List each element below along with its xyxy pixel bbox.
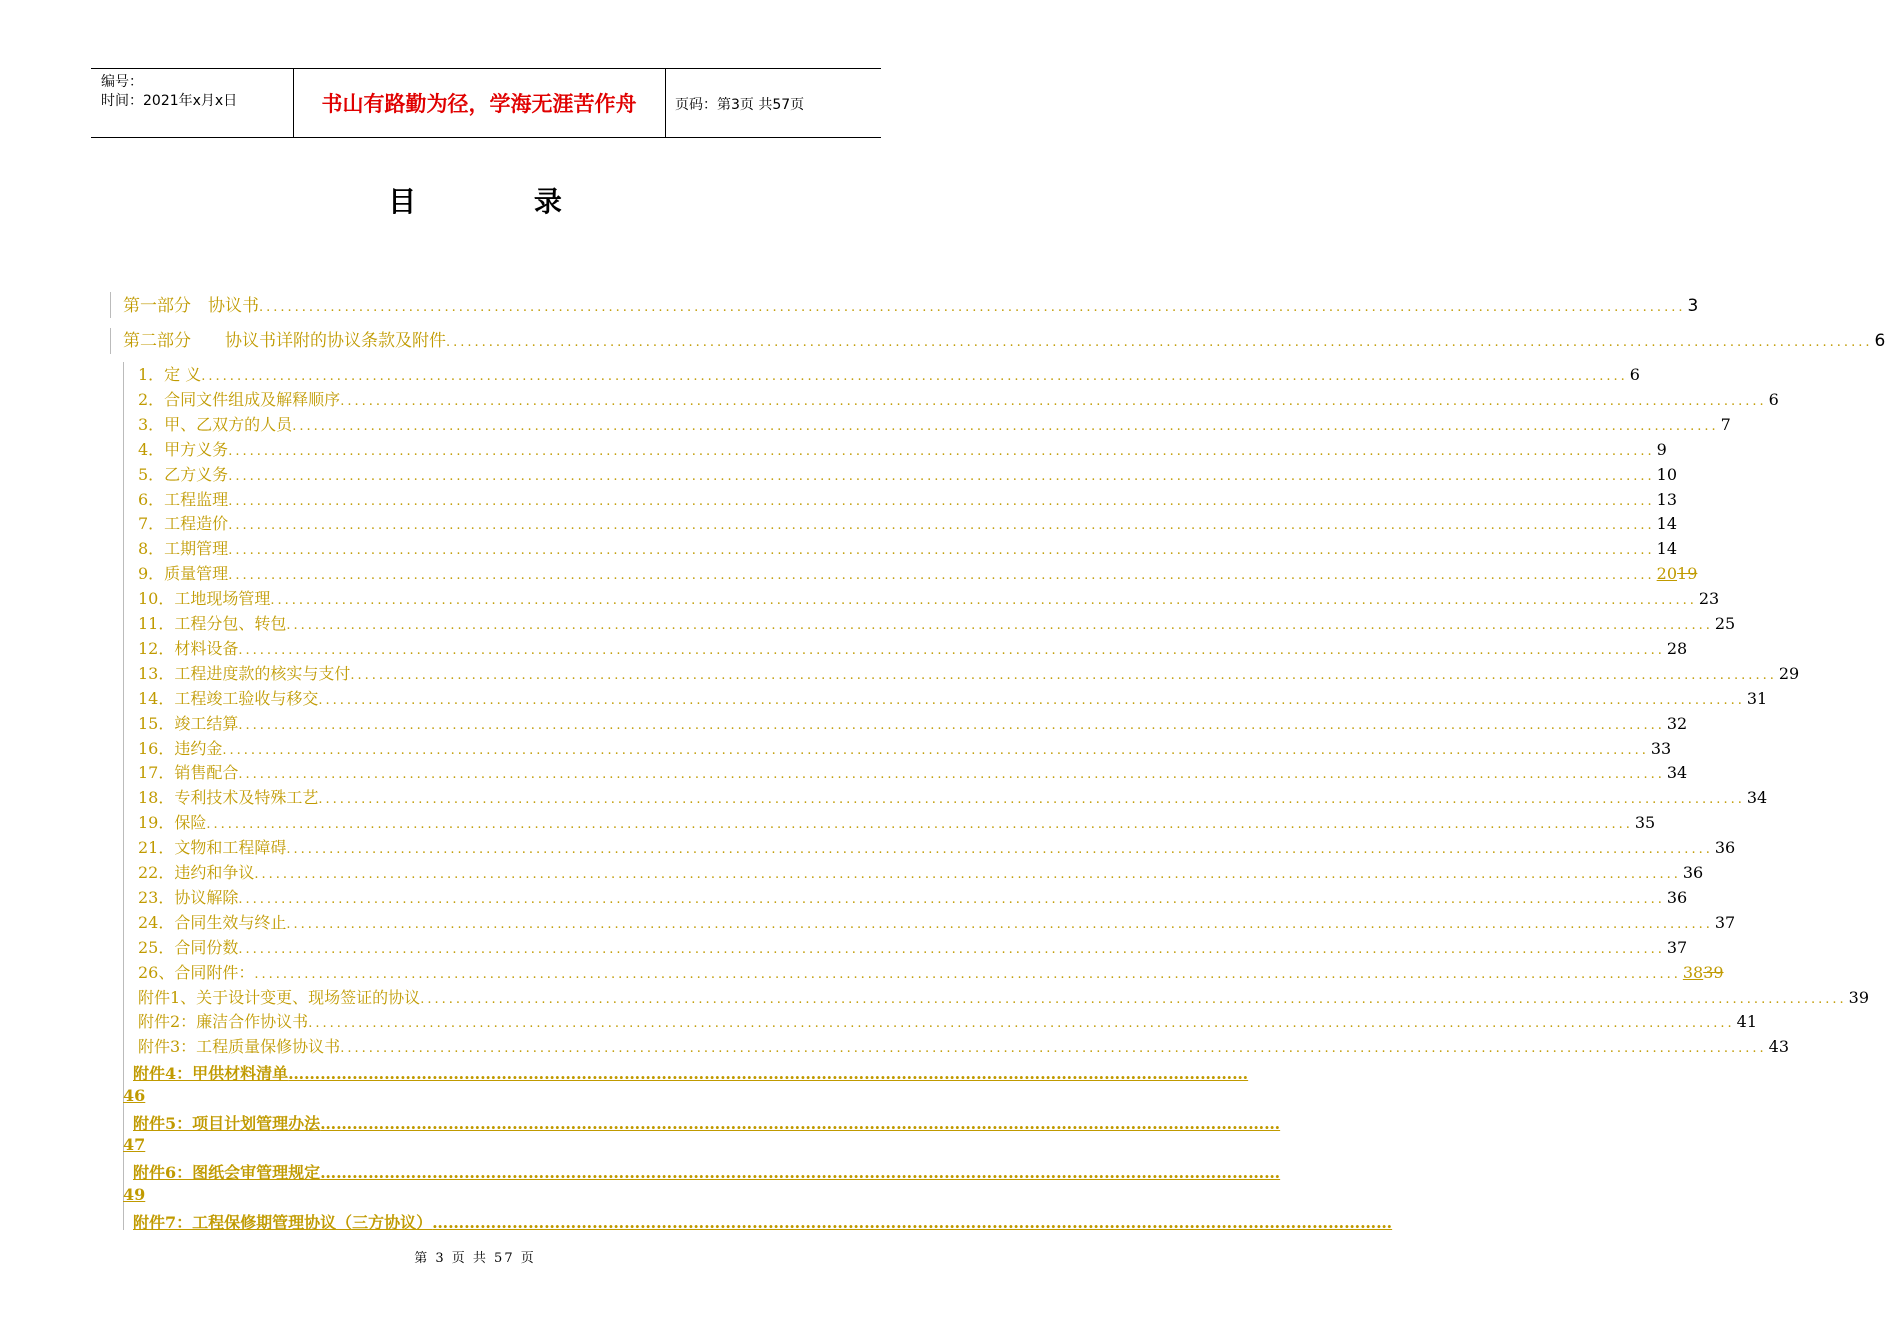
toc-entry-label: 附件7：工程保修期管理协议（三方协议） [133,1212,433,1232]
toc-entry[interactable] [138,837,1736,859]
toc-leader-dots: ........................................................................................................................................................................................................ [206,817,1633,833]
toc-entry-page: 34 [1746,788,1768,808]
toc-entry[interactable] [138,987,1870,1009]
toc-leader-dots: ........................................................................................................................................................................................................ [420,991,1847,1007]
toc-leader-dots: ........................................................................................................................................................................................................ [222,742,1649,758]
toc-entry-page: 32 [1666,713,1688,733]
toc-entry-label: 15．竣工结算 [138,713,239,733]
toc-leader-dots: ........................................................................................................................................................................................................ [286,842,1713,858]
toc-entry-label: 23．协议解除 [138,887,239,907]
toc-entry-label: 24．合同生效与终止 [138,912,287,932]
toc-entry-inserted[interactable] [133,1111,1281,1134]
toc-leader-dots: ........................................................................................................................................................................................................ [228,493,1655,509]
toc-entry-label: 附件3：工程质量保修协议书 [138,1037,341,1057]
toc-entry-label: 19．保险 [138,813,207,833]
toc-entry-label: 25．合同份数 [138,937,239,957]
toc-entry[interactable] [138,563,1698,585]
toc-entry-inserted[interactable] [133,1160,1281,1183]
toc-leader-dots: ........................................................................................................................................................................................................ [228,443,1655,459]
toc-entry-page: 6 [1768,389,1779,409]
toc-entry-page: 36 [1666,887,1688,907]
toc-entry-label: 附件4：甲供材料清单 [133,1064,289,1083]
toc-entry-page: 3 [1687,296,1699,316]
toc-leader-dots: ........................................................................................................................................................................................................ [318,792,1745,808]
toc-entry-page: 49 [123,1184,146,1204]
toc-entry[interactable] [138,1036,1790,1058]
time-label: 时间：2021年x月x日 [101,93,238,109]
toc-entry-label: 5．乙方义务 [138,464,229,484]
toc-entry-page [1655,563,1698,585]
toc-entry-page: 23 [1698,589,1720,609]
page-deleted: 19 [1677,564,1698,584]
toc-entry-page: 14 [1656,539,1678,559]
page-deleted: 39 [1703,962,1724,982]
toc-leader-dots: ........................................................................................................................................................................................................ [254,867,1681,882]
toc-entry[interactable] [138,688,1768,710]
toc-entry-label: 6．工程监理 [138,489,229,509]
toc-entry[interactable] [123,330,1885,352]
toc-leader-dots: ……………………………………………………………………………………………………………………………………………………………… [320,1163,1281,1182]
toc-entry-label: 22．违约和争议 [138,863,255,882]
toc-entry[interactable] [138,513,1678,535]
toc-leader-dots: ........................................................................................................................................................................................................ [259,300,1686,315]
toc-entry[interactable] [138,762,1688,784]
toc-leader-dots: ........................................................................................................................................................................................................ [228,468,1655,484]
toc-entry-label: 7．工程造价 [138,514,229,534]
toc-entry-page: 39 [1848,987,1870,1007]
toc-entry-page: 46 [123,1085,146,1105]
toc-leader-dots: ........................................................................................................................................................................................................ [286,916,1713,932]
toc-entry-label: 9．质量管理 [138,564,229,584]
toc-leader-dots: ........................................................................................................................................................................................................ [292,418,1719,434]
toc-entry-page: 6 [1874,331,1885,351]
toc-entry[interactable] [138,812,1656,834]
toc-entry-label: 第二部分 协议书详附的协议条款及附件 [123,331,446,351]
toc-leader-dots: ........................................................................................................................................................................................................ [238,941,1665,957]
toc-entry[interactable] [138,738,1672,760]
toc-entry-label: 附件6：图纸会审管理规定 [133,1163,321,1182]
toc-entry-label: 附件5：项目计划管理办法 [133,1113,321,1133]
toc-entry[interactable] [138,439,1667,461]
toc-entry[interactable] [138,389,1779,411]
toc-entry-inserted[interactable] [133,1210,1393,1233]
toc-entry-label: 附件1、关于设计变更、现场签证的协议 [138,987,421,1007]
page-footer: 第 3 页 共 57 页 [414,1251,536,1266]
page-inserted: 38 [1682,962,1704,982]
toc-entry-page: 6 [1629,365,1640,384]
revision-bar [110,328,111,354]
toc-entry-label: 10．工地现场管理 [138,589,271,609]
number-label: 编号： [101,74,143,90]
toc-leader-dots: ........................................................................................................................................................................................................ [238,891,1665,907]
toc-entry-page: 28 [1666,638,1688,658]
toc-leader-dots: ........................................................................................................................................................................................................ [340,1041,1767,1057]
toc-entry-label: 8．工期管理 [138,539,229,559]
page-header [91,68,881,138]
toc-entry-label: 3．甲、乙双方的人员 [138,414,293,434]
toc-entry-label: 13．工程进度款的核实与支付 [138,663,351,683]
toc-entry-label: 14．工程竣工验收与移交 [138,688,319,708]
header-page-info: 页码：第3页 共57页 [675,97,805,113]
toc-leader-dots: ……………………………………………………………………………………………………………………………………………………………… [288,1064,1249,1083]
toc-entry-page: 31 [1746,688,1768,708]
toc-entry-page [1681,962,1724,984]
toc-entry-label: 附件2：廉洁合作协议书 [138,1012,309,1032]
toc-entry[interactable] [138,364,1640,386]
toc-entry-label: 18．专利技术及特殊工艺 [138,788,319,808]
toc-entry-label: 26、合同附件： [138,962,255,982]
toc-entry[interactable] [138,489,1678,511]
toc-entry[interactable] [138,613,1736,635]
toc-entry-inserted[interactable] [133,1061,1249,1084]
toc-leader-dots: ……………………………………………………………………………………………………………………………………………………………… [432,1212,1393,1232]
toc-entry-page: 25 [1714,614,1736,633]
toc-entry-label: 1．定 义 [138,365,202,384]
header-meta [91,69,294,137]
toc-entry[interactable] [138,588,1720,610]
toc-entry-page: 47 [123,1135,146,1154]
toc-entry[interactable] [138,787,1768,809]
toc-entry[interactable] [138,1011,1758,1033]
toc-entry[interactable] [138,414,1731,436]
toc-entry-label: 16．违约金 [138,738,223,758]
toc-entry-label: 4．甲方义务 [138,439,229,459]
toc-leader-dots: ........................................................................................................................................................................................................ [228,543,1655,559]
page-title: 目 录 [388,185,616,218]
toc-leader-dots: ........................................................................................................................................................................................................ [270,593,1697,609]
toc-entry-page: 34 [1666,763,1688,783]
toc-leader-dots: ........................................................................................................................................................................................................ [286,618,1713,633]
toc-entry-page: 14 [1656,514,1678,534]
toc-entry-page: 10 [1656,464,1678,484]
toc-entry[interactable] [138,862,1704,884]
toc-leader-dots: ........................................................................................................................................................................................................ [238,717,1665,733]
toc-leader-dots: ........................................................................................................................................................................................................ [446,335,1873,350]
toc-entry-label: 21．文物和工程障碍 [138,838,287,858]
toc-leader-dots: ........................................................................................................................................................................................................ [340,393,1767,409]
toc-leader-dots: ........................................................................................................................................................................................................ [238,642,1665,658]
toc-entry[interactable] [138,663,1800,685]
toc-entry[interactable] [138,464,1678,486]
toc-entry[interactable] [138,887,1688,909]
toc-entry-page: 43 [1768,1037,1790,1057]
toc-leader-dots: ........................................................................................................................................................................................................ [350,667,1777,683]
toc-entry-page: 33 [1650,738,1672,758]
toc-entry-label: 11．工程分包、转包 [138,614,287,633]
toc-entry-label: 12．材料设备 [138,638,239,658]
toc-leader-dots: ……………………………………………………………………………………………………………………………………………………………… [320,1113,1281,1133]
toc-entry[interactable] [138,713,1688,735]
toc-entry-page: 29 [1778,663,1800,683]
toc-entry-page: 36 [1714,838,1736,858]
toc-entry-page: 41 [1736,1012,1758,1032]
page-inserted: 20 [1656,564,1678,584]
toc-leader-dots: ........................................................................................................................................................................................................ [238,767,1665,783]
toc-entry-page: 36 [1682,863,1704,882]
toc-entry-page: 13 [1656,489,1678,509]
toc-entry[interactable] [138,962,1724,984]
header-motto: 书山有路勤为径，学海无涯苦作舟 [293,69,666,137]
toc-leader-dots: ........................................................................................................................................................................................................ [228,518,1655,534]
toc-entry-label: 17．销售配合 [138,763,239,783]
toc-leader-dots: ........................................................................................................................................................................................................ [254,966,1681,982]
toc-entry-page: 7 [1720,414,1731,434]
toc-entry-page: 37 [1666,937,1688,957]
toc-leader-dots: ........................................................................................................................................................................................................ [228,568,1655,584]
toc-entry[interactable] [138,912,1736,934]
toc-entry-page: 35 [1634,813,1656,833]
toc-entry[interactable] [138,538,1678,560]
toc-entry[interactable] [138,638,1688,660]
toc-leader-dots: ........................................................................................................................................................................................................ [201,369,1628,384]
toc-entry-label: 第一部分 协议书 [123,296,259,316]
toc-entry-label: 2．合同文件组成及解释顺序 [138,389,341,409]
revision-bar [110,292,111,318]
toc-leader-dots: ........................................................................................................................................................................................................ [308,1016,1735,1032]
toc-leader-dots: ........................................................................................................................................................................................................ [318,692,1745,708]
toc-entry[interactable] [138,937,1688,959]
toc-entry-page: 37 [1714,912,1736,932]
toc-entry[interactable] [123,295,1699,317]
toc-entry-page: 9 [1656,439,1667,459]
